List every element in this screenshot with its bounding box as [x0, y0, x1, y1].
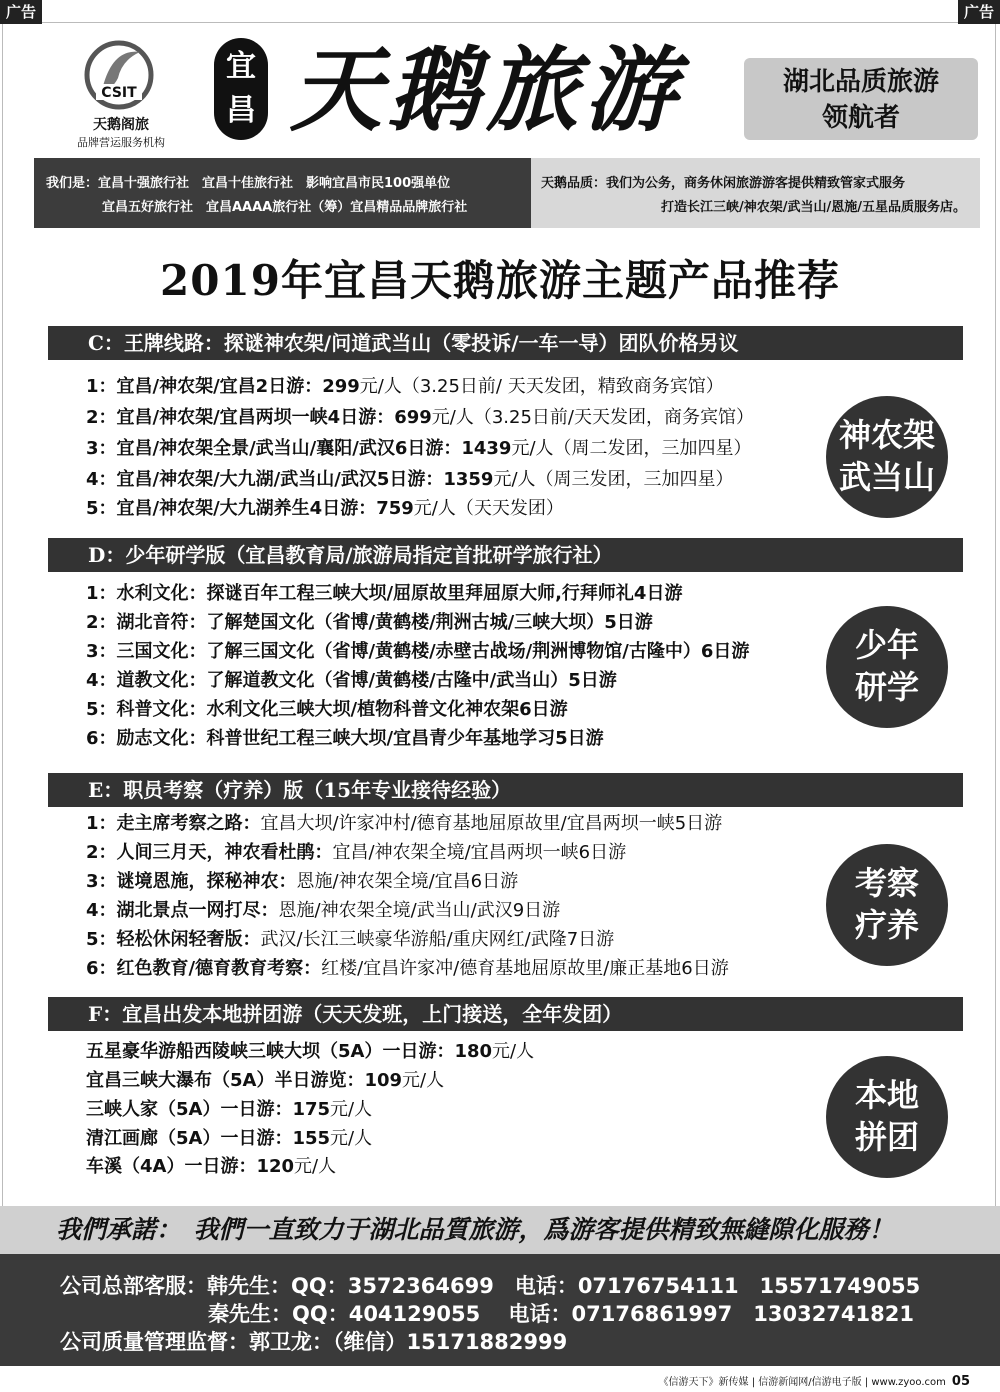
- badge-line1: 少年: [854, 626, 919, 664]
- item-detail: 元/人（周三发团，三加四星）: [493, 469, 734, 490]
- item-detail: 元/人（周二发团，三加四星）: [511, 438, 752, 459]
- item-price: 1359: [443, 469, 494, 490]
- list-item: [86, 667, 617, 695]
- item-detail: 恩施/神农架全境/宜昌6日游: [296, 871, 519, 892]
- item-price: 759: [376, 498, 414, 519]
- item-name: 6：励志文化：科普世纪工程三峡大坝/宜昌青少年基地学习5日游: [86, 728, 604, 749]
- list-item: [86, 897, 560, 925]
- list-item: [86, 1096, 372, 1124]
- list-item: [86, 1125, 372, 1153]
- logo-mark-text: CSIT: [101, 85, 137, 101]
- list-item: [86, 580, 682, 608]
- page-footer: [0, 1372, 1000, 1391]
- list-item: [86, 638, 749, 666]
- item-name: 五星豪华游船西陵峡三峡大坝（5A）一日游：: [86, 1041, 455, 1062]
- section-c-title: C：王牌线路：探谜神农架/问道武当山（零投诉/一车一导）团队价格另议: [48, 326, 963, 360]
- item-price: 1439: [461, 438, 512, 459]
- item-price: 699: [394, 407, 432, 428]
- page-number: 05: [951, 1374, 970, 1389]
- list-item: [86, 1038, 534, 1066]
- item-detail: 元/人: [402, 1070, 445, 1091]
- list-item: [86, 725, 604, 753]
- city-badge: 宜昌: [214, 38, 268, 140]
- list-item: [86, 373, 724, 401]
- item-detail: 红楼/宜昌许家冲/德育基地屈原故里/廉正基地6日游: [321, 958, 729, 979]
- item-price: 120: [256, 1156, 295, 1177]
- list-item: [86, 466, 734, 494]
- section-e-title: E：职员考察（疗养）版（15年专业接待经验）: [48, 773, 963, 807]
- info-bar-credentials: [34, 158, 531, 228]
- item-name: 4：宜昌/神农架/大九湖/武当山/武汉5日游：: [86, 469, 444, 490]
- info-bar: [34, 158, 980, 228]
- logo-name: 天鹅阁旅: [93, 117, 149, 133]
- section-d-badge: [826, 606, 948, 728]
- section-c-badge: [826, 396, 948, 518]
- list-item: [86, 868, 518, 896]
- footer-text: 《信游天下》新传媒 | 信游新闻网/信游电子版 | www.zyoo.com: [658, 1377, 946, 1388]
- list-item: [86, 435, 752, 463]
- item-name: 宜昌三峡大瀑布（5A）半日游览：: [86, 1070, 365, 1091]
- item-price: 109: [364, 1070, 403, 1091]
- contact-line1: 公司总部客服：韩先生：QQ：3572364699 电话：07176754111 15571749055: [60, 1274, 921, 1298]
- item-name: 三峡人家（5A）一日游：: [86, 1099, 293, 1120]
- item-name: 清江画廊（5A）一日游：: [86, 1128, 293, 1149]
- quality-line2: 打造长江三峡/神农架/武当山/恩施/五星品质服务店。: [661, 200, 966, 215]
- contact-line2: 秦先生：QQ：404129055 电话：07176861997 13032741821: [208, 1302, 914, 1326]
- list-item: [86, 955, 729, 983]
- item-name: 1：走主席考察之路：: [86, 813, 261, 834]
- item-price: 155: [292, 1128, 331, 1149]
- credentials-line1: 我们是：宜昌十强旅行社 宜昌十佳旅行社 影响宜昌市民100强单位: [46, 176, 451, 191]
- item-name: 5：轻松休闲轻奢版：: [86, 929, 261, 950]
- item-name: 3：宜昌/神农架全景/武当山/襄阳/武汉6日游：: [86, 438, 462, 459]
- contact-panel: [0, 1254, 1000, 1366]
- item-detail: 恩施/神农架全境/武当山/武汉9日游: [278, 900, 561, 921]
- item-detail: 元/人: [492, 1041, 535, 1062]
- item-name: 1：水利文化：探谜百年工程三峡大坝/屈原故里拜屈原大师,行拜师礼4日游: [86, 583, 683, 604]
- contact-line3: 公司质量管理监督：郭卫龙：（维信）15171882999: [60, 1330, 568, 1354]
- item-detail: 宜昌/神农架全境/宜昌两坝一峡6日游: [332, 842, 627, 863]
- swan-logo-icon: [82, 38, 156, 112]
- list-item: [86, 696, 568, 724]
- list-item: [86, 609, 653, 637]
- item-name: 1：宜昌/神农架/宜昌2日游：: [86, 376, 323, 397]
- item-price: 180: [454, 1041, 493, 1062]
- item-name: 6：红色教育/德育教育考察：: [86, 958, 322, 979]
- badge-line2: 武当山: [838, 458, 935, 496]
- section-d-title: D：少年研学版（宜昌教育局/旅游局指定首批研学旅行社）: [48, 538, 963, 572]
- item-name: 车溪（4A）一日游：: [86, 1156, 257, 1177]
- list-item: [86, 495, 564, 523]
- slogan-line2: 领航者: [821, 103, 900, 133]
- badge-line2: 研学: [854, 668, 919, 706]
- credentials-line2: 宜昌五好旅行社 宜昌AAAA旅行社（筹）宜昌精品品牌旅行社: [102, 200, 468, 215]
- item-price: 299: [322, 376, 360, 397]
- logo-subtitle: 品牌营运服务机构: [77, 136, 165, 149]
- list-item: [86, 404, 754, 432]
- ad-tag-left: 广告: [0, 0, 42, 24]
- item-name: 2：人间三月天，神农看杜鹃：: [86, 842, 333, 863]
- brand-title: 天鹅旅游: [290, 36, 683, 144]
- item-detail: 宜昌大坝/许家冲村/德育基地屈原故里/宜昌两坝一峡5日游: [260, 813, 723, 834]
- item-name: 4：湖北景点一网打尽：: [86, 900, 279, 921]
- item-detail: 元/人: [330, 1099, 373, 1120]
- item-name: 4：道教文化：了解道教文化（省博/黄鹤楼/古隆中/武当山）5日游: [86, 670, 617, 691]
- section-e-badge: [826, 844, 948, 966]
- section-f-badge: [826, 1056, 948, 1178]
- list-item: [86, 839, 626, 867]
- item-name: 3：三国文化：了解三国文化（省博/黄鹤楼/赤壁古战场/荆洲博物馆/古隆中）6日游: [86, 641, 750, 662]
- item-name: 5：科普文化：水利文化三峡大坝/植物科普文化神农架6日游: [86, 699, 568, 720]
- badge-line2: 疗养: [854, 906, 919, 944]
- ad-tag-right: 广告: [958, 0, 1000, 24]
- item-name: 2：宜昌/神农架/宜昌两坝一峡4日游：: [86, 407, 395, 428]
- badge-line1: 神农架: [838, 416, 935, 454]
- badge-line1: 考察: [854, 864, 919, 902]
- item-price: 175: [292, 1099, 331, 1120]
- badge-line1: 本地: [854, 1076, 919, 1114]
- item-detail: 武汉/长江三峡豪华游船/重庆网红/武隆7日游: [260, 929, 615, 950]
- promise-banner: 我們承諾： 我們一直致力于湖北品質旅游，爲游客提供精致無縫隙化服務！: [0, 1206, 1000, 1254]
- item-detail: 元/人（3.25日前/天天发团，商务宾馆）: [431, 407, 754, 428]
- item-detail: 元/人: [294, 1156, 337, 1177]
- list-item: [86, 1153, 336, 1181]
- badge-line2: 拼团: [854, 1118, 919, 1156]
- company-logo: [66, 36, 176, 149]
- list-item: [86, 926, 614, 954]
- list-item: [86, 1067, 444, 1095]
- list-item: [86, 810, 722, 838]
- item-detail: 元/人（3.25日前/ 天天发团，精致商务宾馆）: [359, 376, 724, 397]
- item-detail: 元/人（天天发团）: [413, 498, 564, 519]
- item-name: 2：湖北音符：了解楚国文化（省博/黄鹤楼/荆洲古城/三峡大坝）5日游: [86, 612, 653, 633]
- item-detail: 元/人: [330, 1128, 373, 1149]
- slogan-line1: 湖北品质旅游: [782, 67, 939, 97]
- info-bar-quality: [531, 158, 980, 228]
- main-title: 2019年宜昌天鹅旅游主题产品推荐: [160, 256, 840, 305]
- section-f-title: F：宜昌出发本地拼团游（天天发班，上门接送，全年发团）: [48, 997, 963, 1031]
- quality-line1: 天鹅品质：我们为公务，商务休闲旅游游客提供精致管家式服务: [541, 176, 906, 191]
- item-name: 3：谜境恩施，探秘神农：: [86, 871, 297, 892]
- slogan-box: [744, 58, 978, 140]
- item-name: 5：宜昌/神农架/大九湖养生4日游：: [86, 498, 377, 519]
